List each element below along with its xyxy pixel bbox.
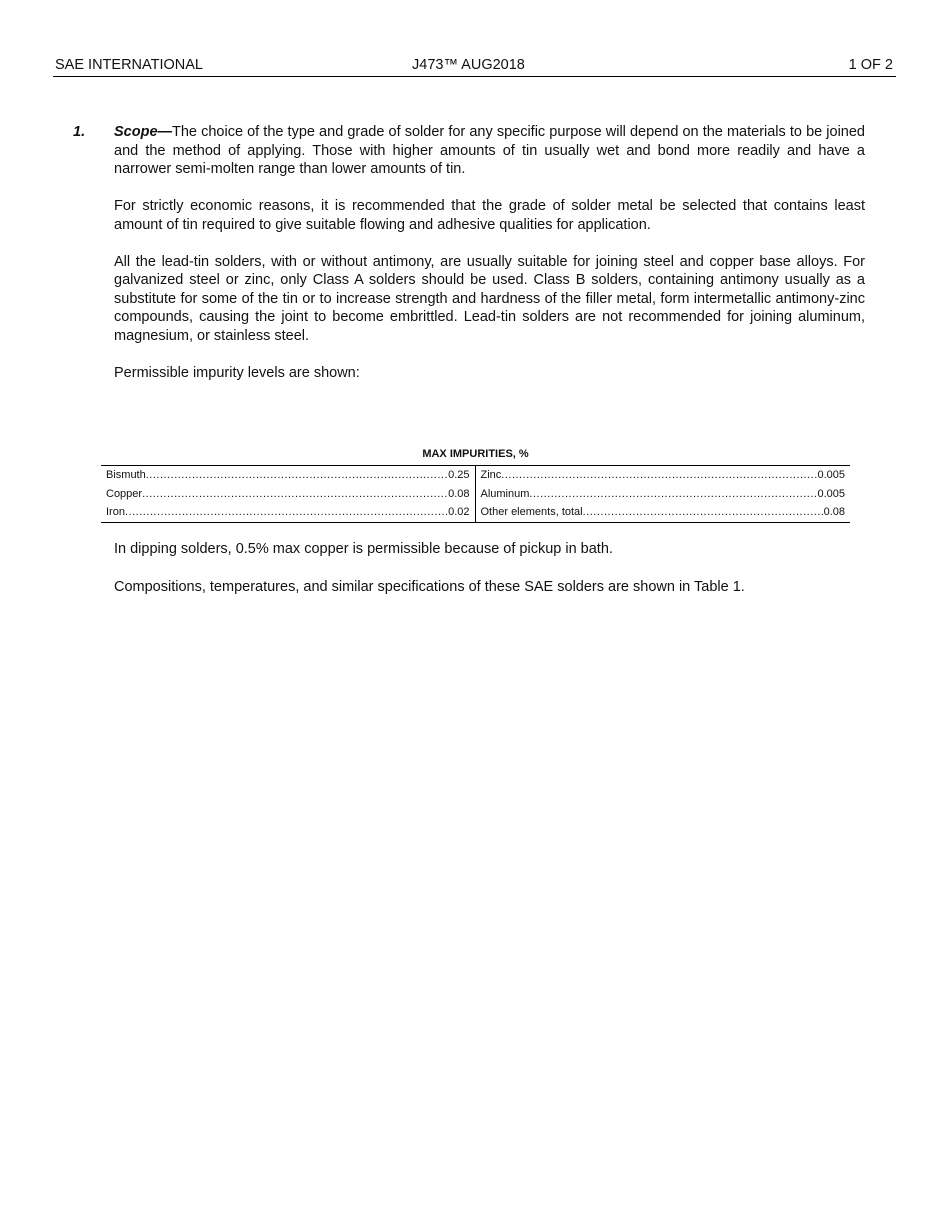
dot-leader [583, 503, 824, 521]
impurity-value: 0.005 [817, 469, 845, 481]
scope-paragraph-3: All the lead-tin solders, with or without antimony, are usually suitable for joining steel and copper base alloys. For galvanized steel or zinc, only Class A solders should be used. Class B solders, containing antimony usually as a substitute for some of the tin or to increase strength and hardness of the filler metal, form intermetallic antimony-zinc compounds, causing the joint to become embrittled. Lead-tin solders are not recommended for joining aluminum, magnesium, or stainless steel. [114, 253, 865, 344]
section-body [114, 123, 865, 382]
scope-paragraph-4: Permissible impurity levels are shown: [114, 364, 360, 381]
impurity-value: 0.25 [448, 469, 470, 481]
scope-paragraph-1 [114, 123, 865, 179]
header-doc-id: J473™ AUG2018 [412, 57, 525, 73]
table-cell [476, 503, 851, 522]
dot-leader [501, 466, 817, 484]
section-title: Scope— [114, 124, 173, 140]
dot-leader [146, 466, 448, 484]
table-row [101, 485, 850, 504]
impurity-label: Copper [106, 487, 143, 500]
impurity-label: Iron [106, 506, 125, 518]
impurities-table [101, 465, 850, 523]
impurity-value: 0.02 [448, 506, 470, 518]
dot-leader [142, 485, 448, 503]
impurity-label: Aluminum [480, 487, 530, 500]
impurity-value: 0.08 [448, 487, 470, 500]
scope-paragraph-1-text: The choice of the type and grade of solder for any specific purpose will depend on the materials to be joined and the method of applying. Those with higher amounts of tin usually wet and bond more readily and have a narrower semi-molten range than lower amounts of tin. [114, 124, 865, 177]
table-caption: MAX IMPURITIES, % [422, 448, 529, 460]
dot-leader [125, 503, 448, 521]
compositions-paragraph: Compositions, temperatures, and similar specifications of these SAE solders are shown in Table 1. [114, 578, 745, 595]
impurity-label: Other elements, total [480, 506, 583, 518]
impurity-label: Zinc [480, 469, 502, 481]
table-cell [476, 466, 851, 485]
table-cell [101, 485, 476, 504]
table-cell [101, 503, 476, 522]
header-page-number: 1 OF 2 [848, 57, 893, 73]
impurity-label: Bismuth [106, 469, 146, 481]
scope-section [73, 123, 865, 401]
dot-leader [529, 485, 817, 503]
table-row [101, 466, 850, 485]
page-header [53, 56, 896, 77]
impurity-value: 0.005 [817, 487, 845, 500]
post-table-text [114, 540, 866, 615]
table-cell [101, 466, 476, 485]
header-org: SAE INTERNATIONAL [55, 57, 203, 73]
section-number: 1. [73, 124, 86, 140]
table-row [101, 503, 850, 522]
dipping-solders-paragraph: In dipping solders, 0.5% max copper is permissible because of pickup in bath. [114, 541, 613, 557]
impurity-value: 0.08 [823, 506, 845, 518]
table-cell [476, 485, 851, 504]
scope-paragraph-2: For strictly economic reasons, it is recommended that the grade of solder metal be selected that contains least amount of tin required to give suitable flowing and adhesive qualities for application. [114, 198, 865, 233]
